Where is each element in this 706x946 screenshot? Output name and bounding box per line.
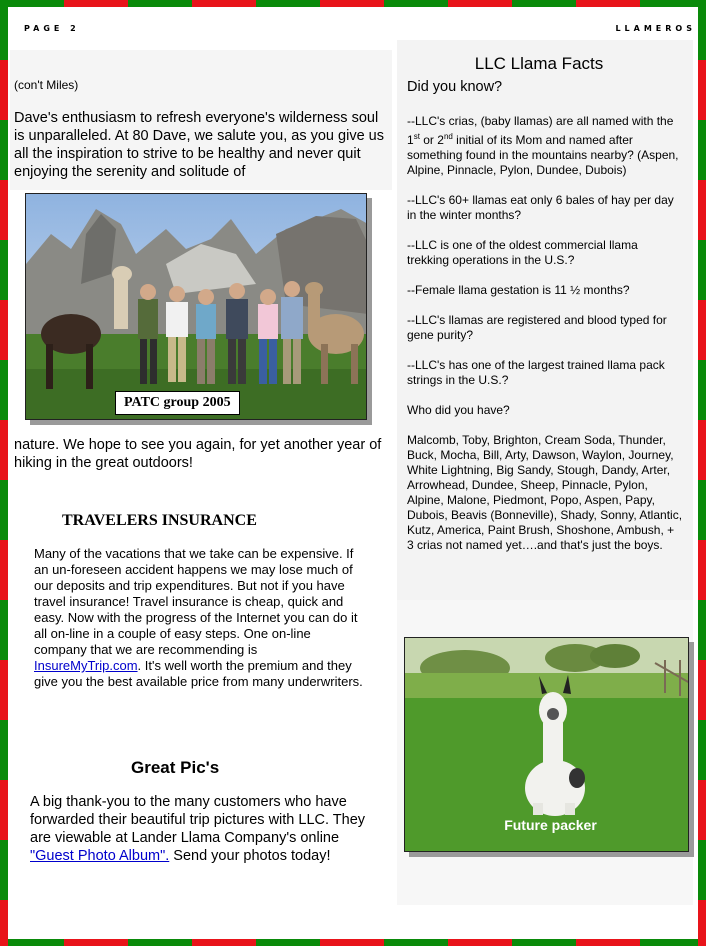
llama-facts-title: LLC Llama Facts	[474, 54, 604, 73]
group-photo	[25, 193, 367, 420]
future-packer-caption: Future packer	[504, 817, 597, 833]
border-bottom-stripe	[0, 939, 706, 946]
travelers-insurance-heading: TRAVELERS INSURANCE	[62, 512, 257, 529]
llama-names-list: Malcomb, Toby, Brighton, Cream Soda, Thunder, Buck, Mocha, Bill, Arty, Dawson, Waylon, Journey, White Lightning, Big Sandy, Stough, Dandy, Arter, Arrowhead, Dundee, Sheep, Pinnacle, Pylon, Alpine, Malone, Piedmont, Popo, Aspen, Papy, Dubois, Beavis (Bonneville), Shady, Sonny, Atlantic, Kutz, America, Paint Brush, Shoshone, Ambush, + 3 crias not named yet….and that's just the boys.	[407, 433, 683, 552]
fact-item: --LLC's has one of the largest trained llama pack strings in the U.S.?	[407, 358, 665, 387]
did-you-know-label: Did you know?	[407, 79, 503, 95]
continued-label: (con't Miles)	[14, 78, 79, 92]
guest-photo-album-link[interactable]: "Guest Photo Album".	[30, 848, 170, 864]
superscript-st: st	[413, 132, 420, 141]
great-pics-body-text: A big thank-you to the many customers who have forwarded their beautiful trip pictures with LLC. They are viewable at Lander Llama Company's online	[30, 794, 366, 846]
superscript-nd: nd	[443, 132, 453, 141]
border-top-stripe	[0, 0, 706, 7]
great-pics-body-text-end: Send your photos today!	[169, 848, 331, 864]
fact-crias-text: --LLC's crias, (baby llamas) are all named with the 1	[407, 114, 674, 147]
group-photo-image	[26, 194, 367, 420]
newsletter-name: LLAMEROS	[615, 24, 696, 33]
border-right-stripe	[698, 0, 706, 946]
page-number-label: PAGE 2	[24, 24, 80, 33]
after-photo-paragraph: nature. We hope to see you again, for yet another year of hiking in the great outdoors!	[14, 437, 382, 471]
insuremytrip-link[interactable]: InsureMyTrip.com	[34, 658, 138, 673]
travelers-insurance-body	[34, 546, 364, 690]
fact-crias-text-end: initial of its Mom and named after something found in the mountains nearby? (Aspen, Alpine, Pinnacle, Pylon, Dundee, Dubois)	[407, 133, 679, 177]
fact-item: --LLC's 60+ llamas eat only 6 bales of hay per day in the winter months?	[407, 193, 674, 222]
fact-crias	[407, 114, 683, 178]
intro-paragraph: Dave's enthusiasm to refresh everyone's wilderness soul is unparalleled. At 80 Dave, we salute you, as you give us all the inspiration to strive to be healthy and never quit enjoying the serenity and solitude of	[14, 110, 384, 180]
fact-crias-text-mid: or 2	[419, 133, 444, 147]
great-pics-heading: Great Pic's	[131, 758, 220, 777]
fact-item: --LLC's llamas are registered and blood typed for gene purity?	[407, 313, 667, 342]
group-photo-caption: PATC group 2005	[115, 391, 240, 415]
travelers-body-text: Many of the vacations that we take can be expensive. If an un-foreseen accident happens we may lose much of our deposits and trip expenditures. But not if you have travel insurance! Travel insurance is cheap, quick and easy. Now with the progress of the Internet you can do it all on-line in a couple of easy steps. One on-line company that we are recommending is	[34, 546, 358, 657]
fact-item: --Female llama gestation is 11 ½ months?	[407, 283, 630, 297]
great-pics-body	[30, 793, 365, 865]
who-did-you-have-heading: Who did you have?	[407, 403, 510, 417]
fact-item: --LLC is one of the oldest commercial llama trekking operations in the U.S.?	[407, 238, 638, 267]
llama-facts-list	[407, 114, 683, 568]
travelers-body-text-end: . It's well worth the premium and they give you the best available price from many underwriters.	[34, 658, 363, 689]
border-left-stripe	[0, 0, 8, 946]
